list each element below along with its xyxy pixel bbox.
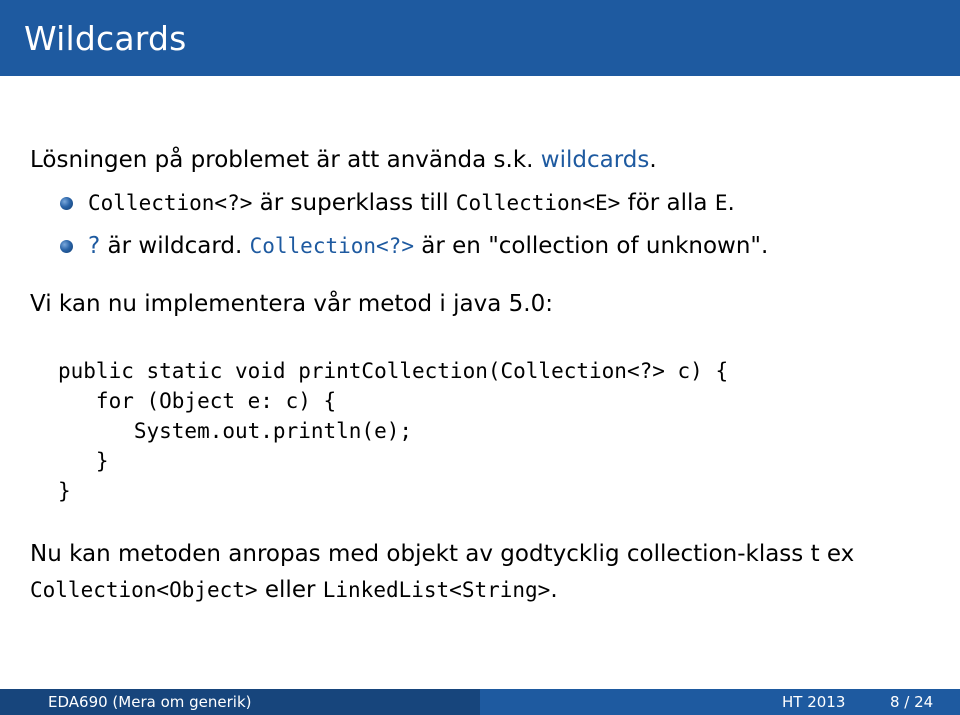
- bullet-1-text-1: är superklass till: [252, 190, 456, 216]
- code-line: }: [58, 479, 71, 503]
- conclusion-end: .: [550, 577, 558, 603]
- footer-page-number: 8 / 24: [890, 693, 934, 711]
- bullet-1-code-3: E: [714, 191, 728, 215]
- implementation-text: Vi kan nu implementera vår metod i java 5.0:: [30, 291, 553, 317]
- conclusion-code-2: LinkedList<String>: [322, 578, 551, 602]
- bullet-2-text-2: är en "collection of unknown".: [413, 233, 769, 259]
- intro-end: .: [649, 147, 657, 173]
- code-line: public static void printCollection(Collection<?> c) {: [58, 359, 729, 383]
- intro-highlight: wildcards: [540, 147, 650, 173]
- footer-course: EDA690 (Mera om generik): [48, 693, 252, 711]
- bullet-1-code-2: Collection<E>: [455, 191, 621, 215]
- conclusion-line-2: [30, 576, 558, 604]
- code-line: System.out.println(e);: [58, 419, 413, 443]
- footer-bar: [0, 689, 960, 715]
- bullet-2: [88, 232, 768, 260]
- bullet-2-wildcard-symbol: ?: [88, 233, 101, 259]
- conclusion-line-1: Nu kan metoden anropas med objekt av godtycklig collection-klass t ex: [30, 541, 855, 567]
- slide-title: Wildcards: [24, 19, 187, 58]
- bullet-2-text-1: är wildcard.: [100, 233, 250, 259]
- title-bar: [0, 0, 960, 76]
- bullet-1-text-2: för alla: [620, 190, 715, 216]
- intro-line: [30, 146, 657, 174]
- code-block: [58, 356, 728, 506]
- bullet-1-code-1: Collection<?>: [88, 191, 253, 215]
- bullet-icon: [60, 197, 73, 210]
- code-line: }: [58, 449, 109, 473]
- bullet-2-code-1: Collection<?>: [249, 234, 414, 258]
- code-line: for (Object e: c) {: [58, 389, 337, 413]
- intro-text: Lösningen på problemet är att använda s.k.: [30, 147, 541, 173]
- conclusion-mid: eller: [257, 577, 323, 603]
- bullet-1: [88, 189, 735, 217]
- bullet-1-text-3: .: [727, 190, 735, 216]
- footer-term: HT 2013: [782, 693, 846, 711]
- conclusion-code-1: Collection<Object>: [30, 578, 258, 602]
- bullet-icon: [60, 240, 73, 253]
